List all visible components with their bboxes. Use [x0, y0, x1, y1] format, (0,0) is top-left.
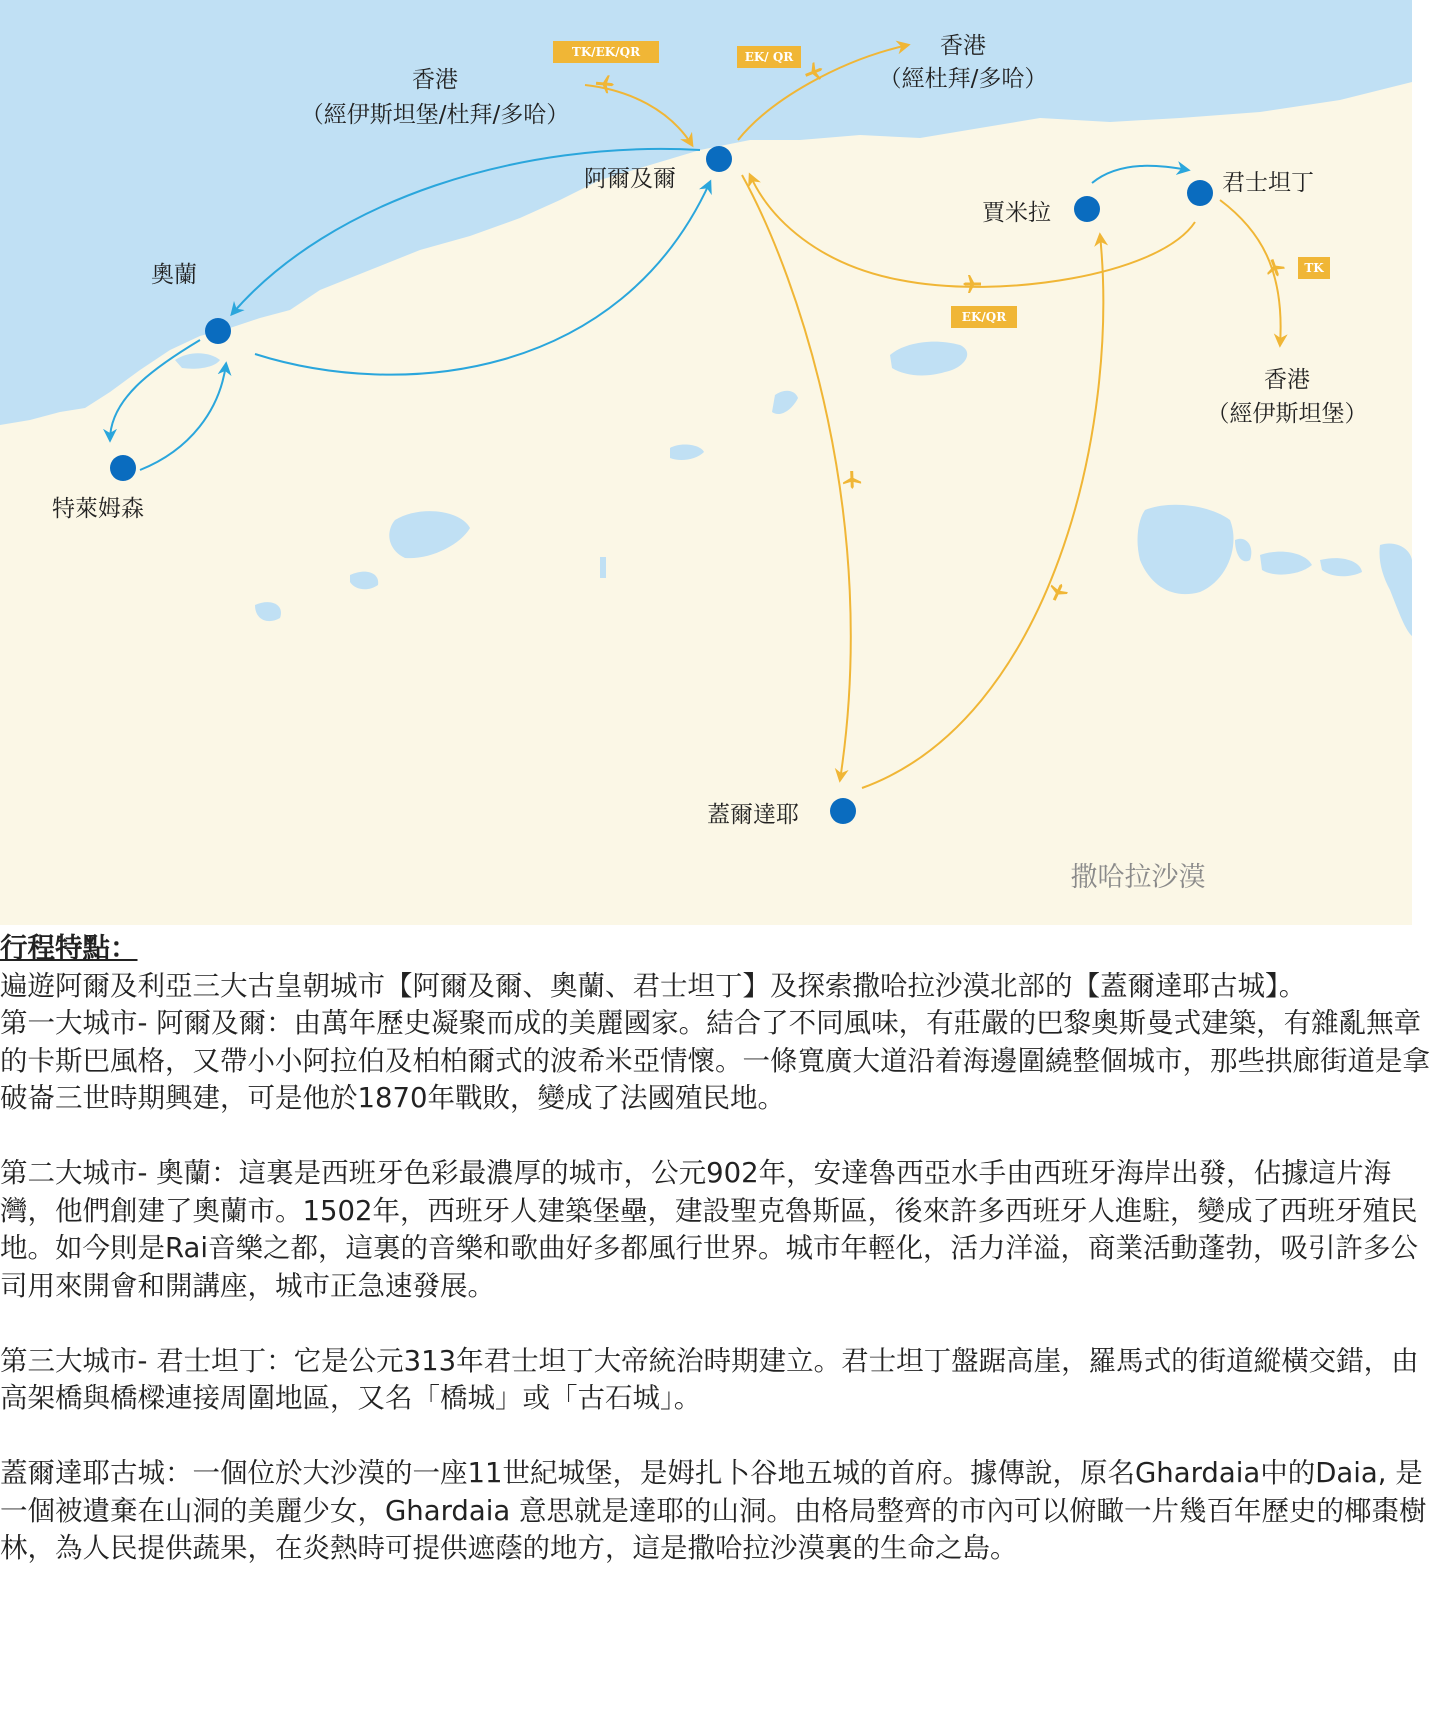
city-label-djemila: 賈米拉	[982, 200, 1051, 226]
itinerary-city3: 第三大城市- 君士坦丁：它是公元313年君士坦丁大帝統治時期建立。君士坦丁盤踞高崖，羅馬式的街道縱橫交錯，由高架橋與橋樑連接周圍地區，又名「橋城」或「古石城」。	[0, 1344, 1419, 1414]
itinerary-ghardaia: 蓋爾達耶古城：一個位於大沙漠的一座11世紀城堡，是姆扎卜谷地五城的首府。據傳說，原名Ghardaia中的Daia, 是一個被遺棄在山洞的美麗少女，Ghardaia 意思就是達耶的山洞。由格局整齊的市內可以俯瞰一片幾百年歷史的椰棗樹林，為人民提供蔬果，在炎熱時可提供遮蔭的地方，這是撒哈拉沙漠裏的生命之島。	[0, 1457, 1427, 1564]
city-dot-algiers	[706, 146, 732, 172]
city-dot-ghardaia	[830, 798, 856, 824]
airline-badge-ek-qr-out: EK/ QR	[744, 50, 794, 64]
city-label-ghardaia: 蓋爾達耶	[707, 802, 799, 828]
city-label-oran: 奧蘭	[151, 262, 197, 288]
city-dot-constantine	[1187, 180, 1213, 206]
spacer	[0, 1418, 1440, 1456]
airline-badge-tk: TK	[1304, 261, 1324, 275]
hk-label-2-line1: 香港	[940, 33, 986, 59]
hk-label-2-line2: （經杜拜/多哈）	[878, 66, 1048, 92]
itinerary-heading: 行程特點：	[0, 932, 138, 964]
spacer	[0, 1305, 1440, 1343]
itinerary-text	[0, 930, 1440, 1568]
hk-label-1-line1: 香港	[412, 67, 458, 93]
hk-label-3-line2: （經伊斯坦堡）	[1206, 401, 1368, 427]
city-label-constantine: 君士坦丁	[1222, 170, 1314, 196]
itinerary-city1: 第一大城市- 阿爾及爾：由萬年歷史凝聚而成的美麗國家。結合了不同風味，有莊嚴的巴黎奧斯曼式建築，有雜亂無章的卡斯巴風格，又帶小小阿拉伯及柏柏爾式的波希米亞情懷。一條寬廣大道沿着海邊圍繞整個城市，那些拱廊街道是拿破崙三世時期興建，可是他於1870年戰敗，變成了法國殖民地。	[0, 1007, 1430, 1114]
city-label-tlemcen: 特萊姆森	[52, 496, 144, 522]
airline-badge-ek-qr-return: EK/QR	[961, 310, 1007, 324]
spacer	[0, 1118, 1440, 1156]
city-label-algiers: 阿爾及爾	[584, 166, 676, 192]
airline-badge-tk-ek-qr: TK/EK/QR	[571, 45, 641, 59]
hk-label-1-line2: （經伊斯坦堡/杜拜/多哈）	[300, 102, 570, 128]
city-dot-tlemcen	[110, 455, 136, 481]
hk-label-3-line1: 香港	[1264, 367, 1310, 393]
city-dot-oran	[205, 318, 231, 344]
city-dot-djemila	[1074, 196, 1100, 222]
itinerary-intro: 遍遊阿爾及利亞三大古皇朝城市【阿爾及爾、奧蘭、君士坦丁】及探索撒哈拉沙漠北部的【蓋爾達耶古城】。	[0, 969, 1307, 1002]
itinerary-city2: 第二大城市- 奧蘭：這裏是西班牙色彩最濃厚的城市，公元902年，安達魯西亞水手由西班牙海岸出發，佔據這片海灣，他們創建了奧蘭市。1502年，西班牙人建築堡壘，建設聖克魯斯區，後來許多西班牙人進駐，變成了西班牙殖民地。如今則是Rai音樂之都，這裏的音樂和歌曲好多都風行世界。城市年輕化，活力洋溢，商業活動蓬勃，吸引許多公司用來開會和開講座，城市正急速發展。	[0, 1157, 1418, 1302]
desert-label: 撒哈拉沙漠	[1070, 862, 1206, 893]
